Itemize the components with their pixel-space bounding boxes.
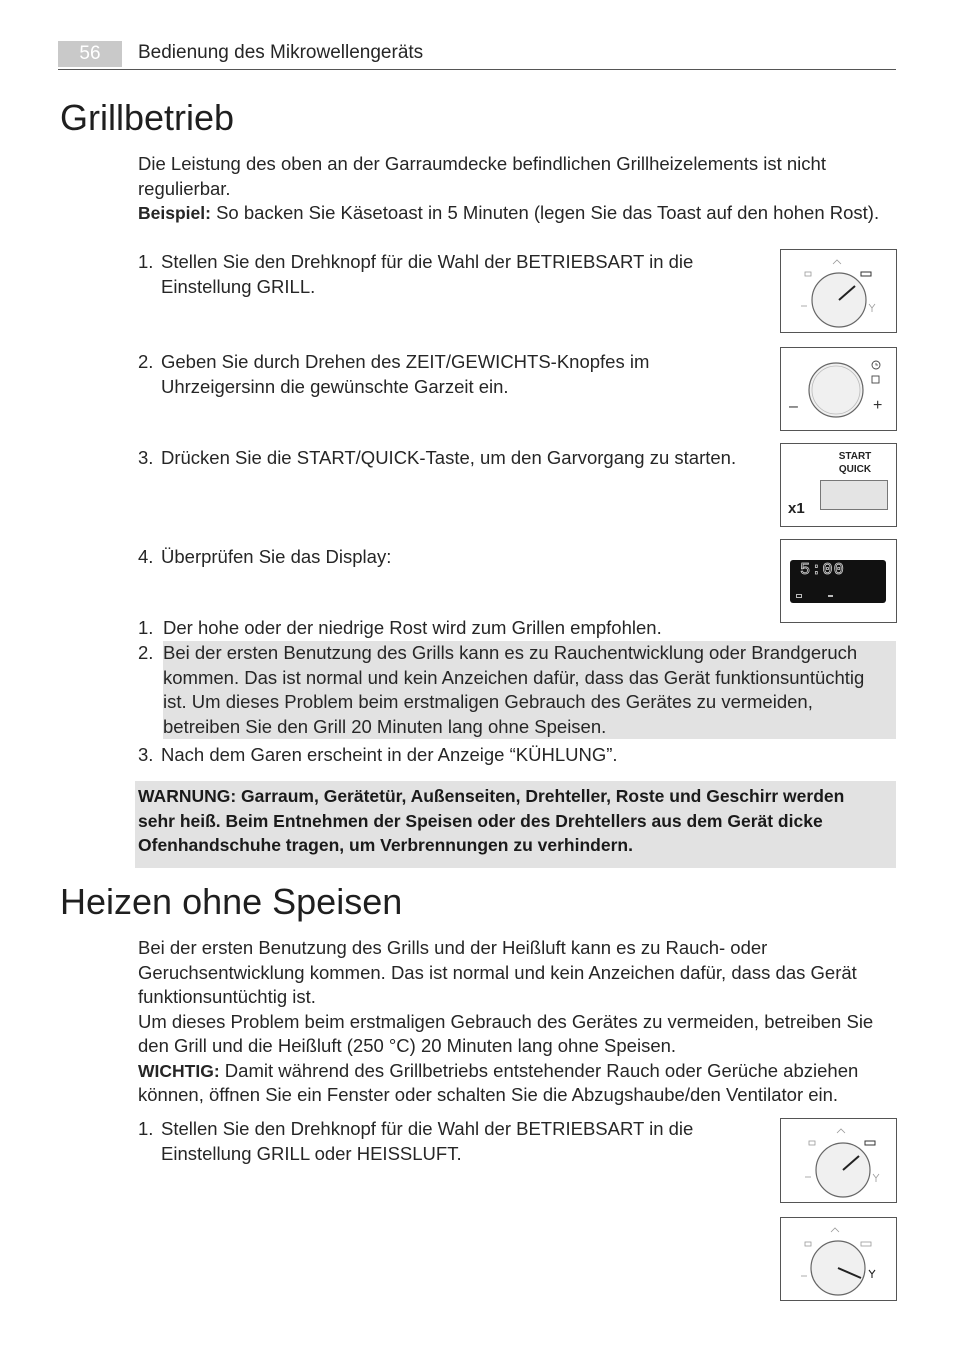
step-number: 2. xyxy=(138,351,154,372)
note-2 xyxy=(138,641,896,739)
grill-step-1 xyxy=(138,250,758,299)
time-knob-icon xyxy=(781,348,896,430)
preheat-important xyxy=(138,1059,894,1108)
preheat-step-1 xyxy=(138,1117,758,1166)
mode-knob-grill-illustration-2 xyxy=(780,1118,897,1203)
step-text: Drücken Sie die START/QUICK-Taste, um den Garvorgang zu starten. xyxy=(161,447,737,468)
warning-box xyxy=(135,781,896,868)
start-quick-illustration xyxy=(780,443,897,527)
step-number: 1. xyxy=(138,251,154,272)
grill-step-4 xyxy=(138,545,758,570)
header-title: Bedienung des Mikrowellengeräts xyxy=(138,42,424,63)
step-text: Überprüfen Sie das Display: xyxy=(161,546,392,567)
time-knob-illustration xyxy=(780,347,897,431)
grill-step-3 xyxy=(138,446,768,471)
note-text: Bei der ersten Benutzung des Grills kann es zu Rauchentwicklung oder Brandgeruch kommen. Das ist normal und kein Anzeichen dafür, dass das Gerät funktionsuntüchtig ist. Um dieses Problem beim erstmaligen Gebrauch des Gerätes zu vermeiden, betreiben Sie den Grill 20 Minuten lang ohne Speisen. xyxy=(163,642,865,737)
step-text: Geben Sie durch Drehen des ZEIT/GEWICHTS-Knopfes im xyxy=(161,351,650,372)
grill-indicator-icon xyxy=(796,594,802,598)
note-number: 1. xyxy=(138,617,154,638)
step-text: Stellen Sie den Drehknopf für die Wahl der BETRIEBSART in die xyxy=(161,1118,694,1139)
grill-intro-line2: regulierbar. xyxy=(138,177,231,199)
mode-knob-convection-illustration xyxy=(780,1217,897,1301)
important-text: Damit während des Grillbetriebs entstehender Rauch oder Gerüche abziehen können, öffnen Sie ein Fenster oder schalten Sie die Abzugshaube/den Ventilator ein. xyxy=(138,1059,859,1105)
mode-knob-grill-illustration xyxy=(780,249,897,333)
step-number: 1. xyxy=(138,1118,154,1139)
lcd-display xyxy=(790,560,886,603)
grill-example xyxy=(138,201,898,226)
mode-knob-icon xyxy=(781,1218,896,1300)
step-text: Einstellung GRILL oder HEISSLUFT. xyxy=(161,1142,462,1164)
step-text: Einstellung GRILL. xyxy=(161,275,316,297)
grill-notes xyxy=(138,616,896,768)
step-number: 3. xyxy=(138,447,154,468)
example-label: Beispiel: xyxy=(138,203,211,223)
mode-indicator-icon xyxy=(828,595,833,597)
important-label: WICHTIG: xyxy=(138,1060,220,1081)
start-quick-button xyxy=(820,480,888,510)
grill-intro xyxy=(138,152,898,226)
mode-knob-icon xyxy=(781,1119,896,1202)
note-1 xyxy=(138,616,896,641)
example-text: So backen Sie Käsetoast in 5 Minuten (legen Sie das Toast auf den hohen Rost). xyxy=(210,202,880,223)
plus-sign: + xyxy=(873,397,883,414)
preheat-para2: Um dieses Problem beim erstmaligen Gebrauch des Gerätes zu vermeiden, betreiben Sie den Grill und die Heißluft (250 °C) 20 Minuten lang ohne Speisen. xyxy=(138,1010,874,1056)
step-text: Stellen Sie den Drehknopf für die Wahl der BETRIEBSART in die xyxy=(161,251,694,272)
press-count: x1 xyxy=(788,500,805,517)
step-text: Uhrzeigersinn die gewünschte Garzeit ein. xyxy=(161,375,509,397)
display-value: 5:00 xyxy=(800,561,845,580)
note-number: 2. xyxy=(138,641,163,739)
section-title-grill: Grillbetrieb xyxy=(60,97,235,138)
warning-text: WARNUNG: Garraum, Gerätetür, Außenseiten, Drehteller, Roste und Geschirr werden sehr heiß. Beim Entnehmen der Speisen oder des Drehtellers aus dem Gerät dicke Ofenhandschuhe tragen, um Verbrennungen zu verhindern. xyxy=(138,786,845,855)
page-number: 56 xyxy=(58,41,122,67)
mode-knob-icon xyxy=(781,250,896,332)
note-3 xyxy=(138,743,896,768)
note-number: 3. xyxy=(138,744,154,765)
start-quick-label xyxy=(831,450,879,476)
header-divider xyxy=(58,69,896,70)
note-text: Nach dem Garen erscheint in der Anzeige “KÜHLUNG”. xyxy=(161,744,618,765)
step-number: 4. xyxy=(138,546,154,567)
grill-intro-line1: Die Leistung des oben an der Garraumdecke befindlichen Grillheizelements ist nicht xyxy=(138,153,826,174)
minus-sign: – xyxy=(789,398,798,415)
note-text: Der hohe oder der niedrige Rost wird zum Grillen empfohlen. xyxy=(163,617,662,638)
quick-label: QUICK xyxy=(838,464,872,475)
preheat-para1: Bei der ersten Benutzung des Grills und der Heißluft kann es zu Rauch- oder Geruchsentwicklung kommen. Das ist normal und kein Anzeichen dafür, dass das Gerät funktionsuntüchtig ist. xyxy=(138,937,857,1007)
section-title-preheat: Heizen ohne Speisen xyxy=(60,881,403,922)
preheat-body xyxy=(138,936,894,1108)
start-label: START xyxy=(838,451,872,462)
grill-step-2 xyxy=(138,350,758,399)
display-illustration xyxy=(780,539,897,623)
